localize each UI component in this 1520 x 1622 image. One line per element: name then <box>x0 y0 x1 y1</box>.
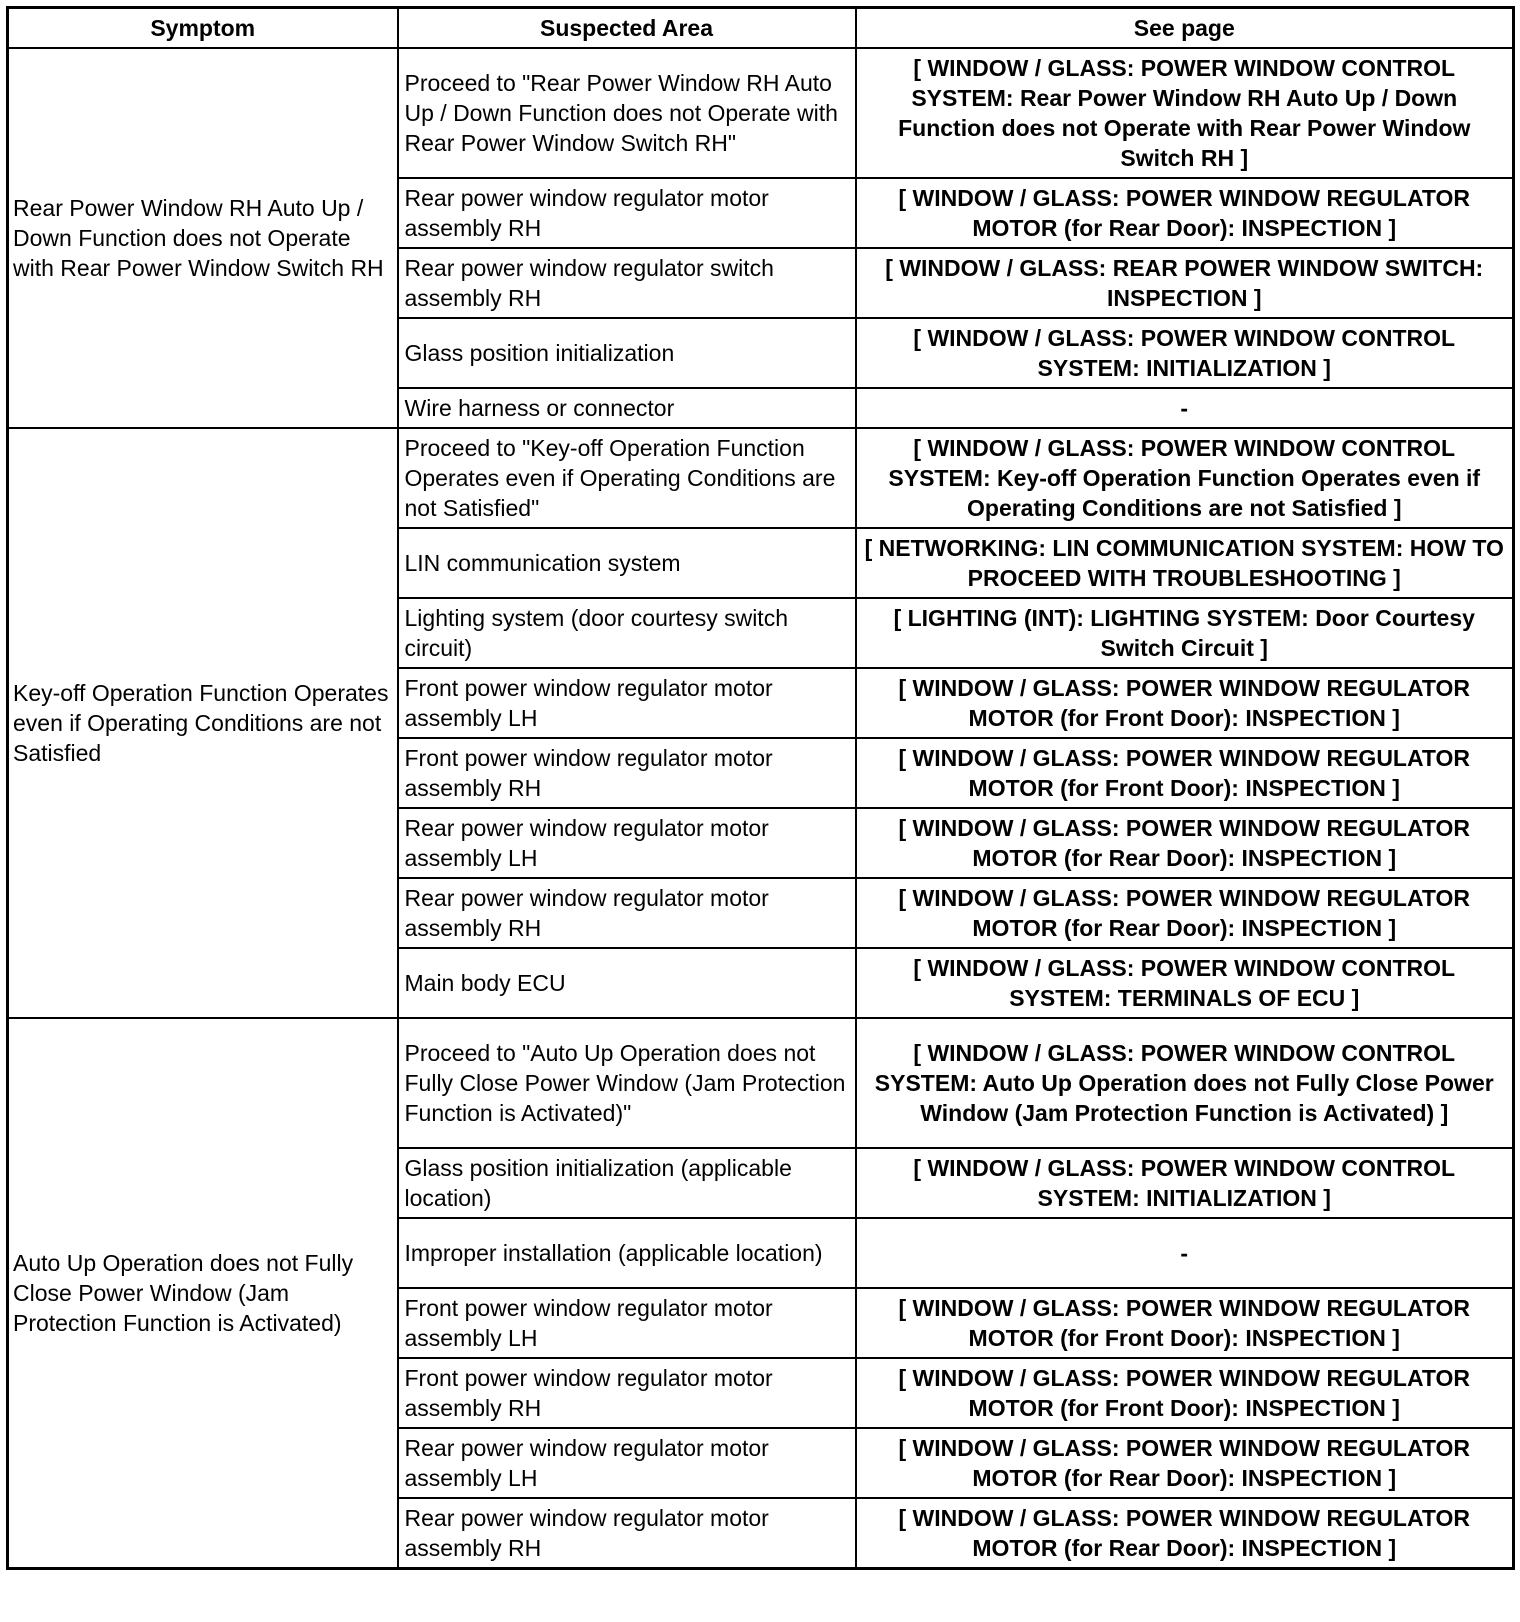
see-page-cell: [ WINDOW / GLASS: POWER WINDOW REGULATOR MOTOR (for Rear Door): INSPECTION ] <box>856 178 1514 248</box>
suspected-area-cell: Front power window regulator motor assembly LH <box>398 1288 856 1358</box>
see-page-cell: [ WINDOW / GLASS: POWER WINDOW REGULATOR MOTOR (for Front Door): INSPECTION ] <box>856 1358 1514 1428</box>
header-see-page: See page <box>856 8 1514 49</box>
symptom-cell: Rear Power Window RH Auto Up / Down Function does not Operate with Rear Power Window Switch RH <box>8 48 398 428</box>
suspected-area-cell: Proceed to "Rear Power Window RH Auto Up / Down Function does not Operate with Rear Power Window Switch RH" <box>398 48 856 178</box>
suspected-area-cell: Main body ECU <box>398 948 856 1018</box>
see-page-cell: [ LIGHTING (INT): LIGHTING SYSTEM: Door Courtesy Switch Circuit ] <box>856 598 1514 668</box>
table-row <box>8 428 1514 528</box>
symptom-cell: Auto Up Operation does not Fully Close Power Window (Jam Protection Function is Activated) <box>8 1018 398 1569</box>
suspected-area-cell: Glass position initialization (applicable location) <box>398 1148 856 1218</box>
suspected-area-cell: Proceed to "Auto Up Operation does not Fully Close Power Window (Jam Protection Function is Activated)" <box>398 1018 856 1148</box>
see-page-cell: [ NETWORKING: LIN COMMUNICATION SYSTEM: HOW TO PROCEED WITH TROUBLESHOOTING ] <box>856 528 1514 598</box>
table-row <box>8 48 1514 178</box>
see-page-cell: [ WINDOW / GLASS: POWER WINDOW CONTROL SYSTEM: Key-off Operation Function Operates even if Operating Conditions are not Satisfied ] <box>856 428 1514 528</box>
suspected-area-cell: Rear power window regulator motor assembly RH <box>398 178 856 248</box>
table-row <box>8 1018 1514 1148</box>
suspected-area-cell: Front power window regulator motor assembly RH <box>398 1358 856 1428</box>
header-suspected-area: Suspected Area <box>398 8 856 49</box>
see-page-cell: [ WINDOW / GLASS: POWER WINDOW REGULATOR MOTOR (for Front Door): INSPECTION ] <box>856 738 1514 808</box>
see-page-cell: [ WINDOW / GLASS: POWER WINDOW CONTROL SYSTEM: Auto Up Operation does not Fully Close Power Window (Jam Protection Function is Activated) ] <box>856 1018 1514 1148</box>
suspected-area-cell: Proceed to "Key-off Operation Function Operates even if Operating Conditions are not Satisfied" <box>398 428 856 528</box>
suspected-area-cell: Rear power window regulator switch assembly RH <box>398 248 856 318</box>
see-page-cell: - <box>856 1218 1514 1288</box>
see-page-cell: [ WINDOW / GLASS: POWER WINDOW CONTROL SYSTEM: Rear Power Window RH Auto Up / Down Function does not Operate with Rear Power Window Switch RH ] <box>856 48 1514 178</box>
suspected-area-cell: Front power window regulator motor assembly LH <box>398 668 856 738</box>
suspected-area-cell: Lighting system (door courtesy switch circuit) <box>398 598 856 668</box>
suspected-area-cell: Rear power window regulator motor assembly LH <box>398 808 856 878</box>
see-page-cell: [ WINDOW / GLASS: POWER WINDOW CONTROL SYSTEM: INITIALIZATION ] <box>856 318 1514 388</box>
symptom-cell: Key-off Operation Function Operates even if Operating Conditions are not Satisfied <box>8 428 398 1018</box>
see-page-cell: [ WINDOW / GLASS: POWER WINDOW REGULATOR MOTOR (for Rear Door): INSPECTION ] <box>856 808 1514 878</box>
suspected-area-cell: Rear power window regulator motor assembly RH <box>398 878 856 948</box>
header-symptom: Symptom <box>8 8 398 49</box>
see-page-cell: [ WINDOW / GLASS: POWER WINDOW REGULATOR MOTOR (for Rear Door): INSPECTION ] <box>856 1428 1514 1498</box>
see-page-cell: [ WINDOW / GLASS: POWER WINDOW REGULATOR MOTOR (for Rear Door): INSPECTION ] <box>856 1498 1514 1569</box>
see-page-cell: - <box>856 388 1514 428</box>
suspected-area-cell: Wire harness or connector <box>398 388 856 428</box>
suspected-area-cell: Rear power window regulator motor assembly LH <box>398 1428 856 1498</box>
suspected-area-cell: Improper installation (applicable location) <box>398 1218 856 1288</box>
suspected-area-cell: Glass position initialization <box>398 318 856 388</box>
see-page-cell: [ WINDOW / GLASS: POWER WINDOW REGULATOR MOTOR (for Front Door): INSPECTION ] <box>856 668 1514 738</box>
header-row <box>8 8 1514 49</box>
suspected-area-cell: Front power window regulator motor assembly RH <box>398 738 856 808</box>
see-page-cell: [ WINDOW / GLASS: POWER WINDOW REGULATOR MOTOR (for Front Door): INSPECTION ] <box>856 1288 1514 1358</box>
see-page-cell: [ WINDOW / GLASS: REAR POWER WINDOW SWITCH: INSPECTION ] <box>856 248 1514 318</box>
see-page-cell: [ WINDOW / GLASS: POWER WINDOW CONTROL SYSTEM: TERMINALS OF ECU ] <box>856 948 1514 1018</box>
suspected-area-cell: Rear power window regulator motor assembly RH <box>398 1498 856 1569</box>
troubleshooting-table <box>6 6 1515 1570</box>
see-page-cell: [ WINDOW / GLASS: POWER WINDOW REGULATOR MOTOR (for Rear Door): INSPECTION ] <box>856 878 1514 948</box>
see-page-cell: [ WINDOW / GLASS: POWER WINDOW CONTROL SYSTEM: INITIALIZATION ] <box>856 1148 1514 1218</box>
suspected-area-cell: LIN communication system <box>398 528 856 598</box>
